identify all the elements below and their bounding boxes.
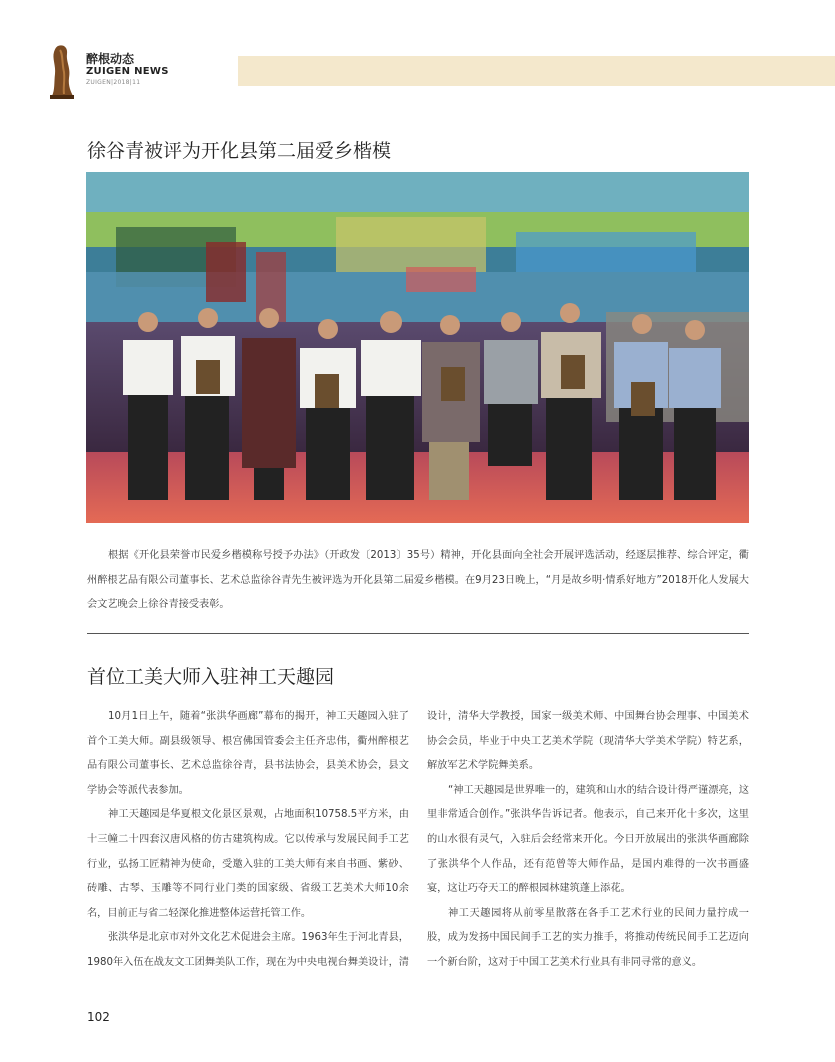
section-divider <box>87 633 749 634</box>
award-ceremony-photo <box>86 172 749 523</box>
article-2-paragraph: 神工天趣园将从前零星散落在各手工艺术行业的民间力量拧成一股，成为发扬中国民间手工艺的实力推手，将推动传统民间手工艺迈向一个新台阶，这对于中国工艺美术行业具有非同寻常的意义。 <box>427 907 749 968</box>
article-1-title: 徐谷青被评为开化县第二届爱乡楷模 <box>87 140 392 162</box>
article-1-body: 根据《开化县荣誉市民爱乡楷模称号授予办法》（开政发〔2013〕35号）精神，开化县面向全社会开展评选活动，经逐层推荐、综合评定，衢州醉根艺品有限公司董事长、艺术总监徐谷青先生被评选为开化县第二届爱乡楷模。在9月23日晚上，“月是故乡明·情系好地方”2018开化人发展大会文艺晚会上徐谷青接受表彰。 <box>87 550 749 610</box>
brand-name-cn: 醉根动态 <box>86 52 135 66</box>
article-2-paragraph: 神工天趣园是华夏根文化景区景观，占地面积10758.5平方米，由十三幢二十四套汉唐风格的仿古建筑构成。它以传承与发展民间手工艺行业，弘扬工匠精神为使命，受邀入驻的工美大师有来自书画、紫砂、砖雕、古琴、玉雕等不同行业门类的国家级、省级工艺美术大师10余名，目前正与省二轻深化推进整体运营托管工作。 <box>87 809 409 919</box>
page-number: 102 <box>87 1010 110 1024</box>
root-carving-logo-icon <box>49 44 75 100</box>
article-2-paragraph: “神工天趣园是世界唯一的，建筑和山水的结合设计得严谨漂亮，这里非常适合创作。”张洪华告诉记者。他表示，自己来开化十多次，这里的山水很有灵气，入驻后会经常来开化。今日开放展出的张洪华画廊除了张洪华个人作品，还有范曾等大师作品，是国内难得的一次书画盛宴，这让巧夺天工的醉根园林建筑蓬上添花。 <box>427 784 749 895</box>
article-2-column-right <box>427 705 749 976</box>
brand-name-en: ZUIGEN NEWS <box>86 66 169 77</box>
article-2-title: 首位工美大师入驻神工天趣园 <box>87 666 335 688</box>
article-2-column-left <box>87 705 409 975</box>
header-bar <box>238 56 835 86</box>
article-2-paragraph: 10月1日上午，随着“张洪华画廊”幕布的揭开，神工天趣园入驻了首个工美大师。副县级领导、根宫佛国管委会主任齐忠伟，衢州醉根艺品有限公司董事长、艺术总监徐谷青，县书法协会，县美术协会，县文学协会等派代表参加。 <box>87 711 409 796</box>
issue-label: ZUIGEN|2018|11 <box>86 79 141 86</box>
article-2-paragraph: 张洪华是北京市对外文化艺术促进会主席。1963年生于河北青县，1980年入伍在战友文工团舞美队工作，现在为中央电视台舞美设计，清 <box>87 932 409 968</box>
article-2-paragraph-continued: 设计，清华大学教授，国家一级美术师、中国舞台协会理事、中国美术协会会员，毕业于中央工艺美术学院（现清华大学美术学院）特艺系，解放军艺术学院舞美系。 <box>427 711 749 772</box>
brand-block <box>86 52 169 87</box>
